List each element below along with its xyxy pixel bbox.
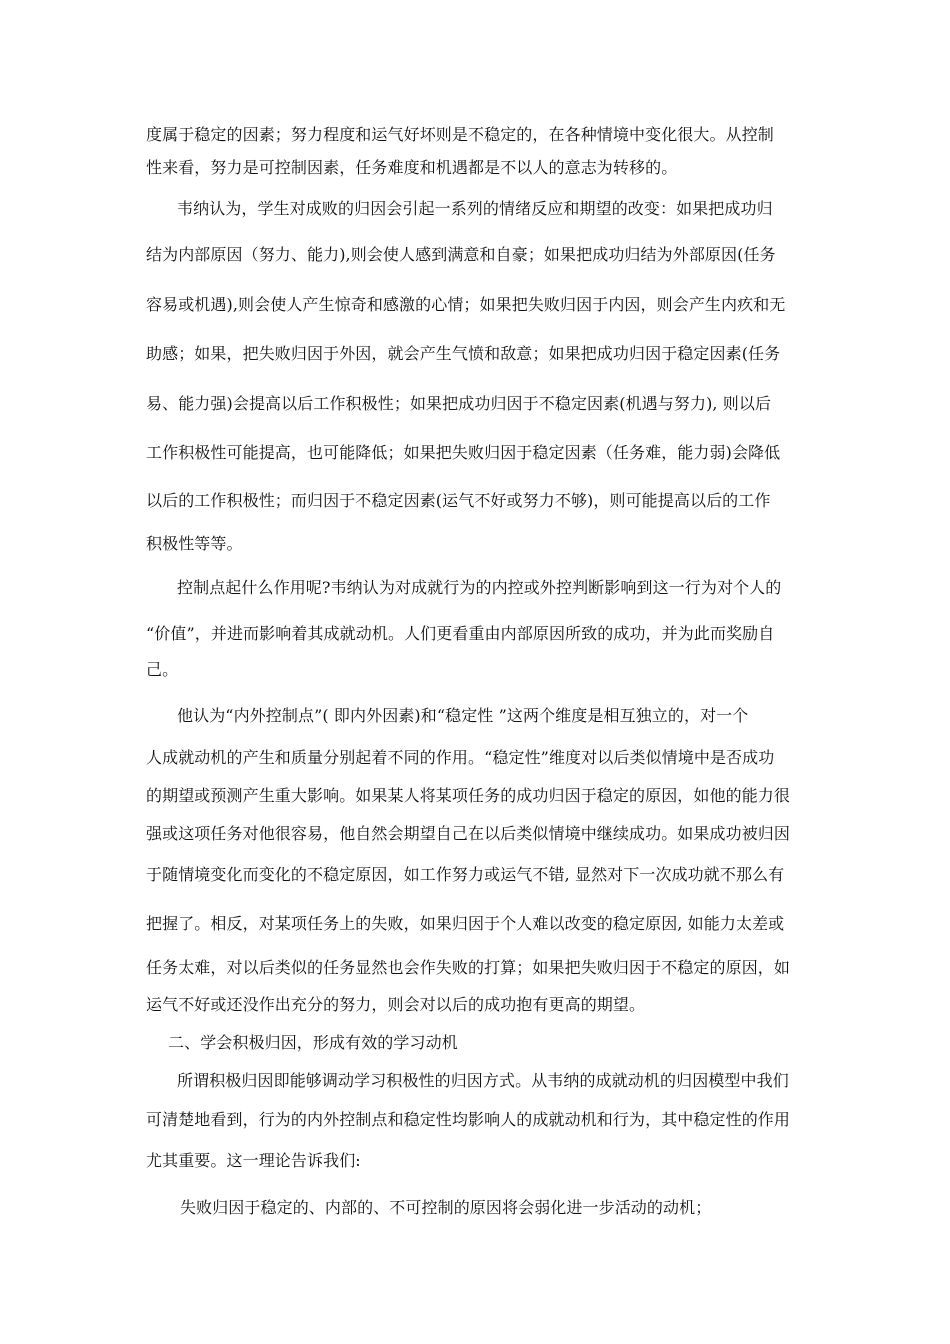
text-line: 工作积极性可能提高，也可能降低；如果把失败归因于稳定因素（任务难，能力弱)会降低 — [146, 443, 781, 462]
text-line: 控制点起什么作用呢?韦纳认为对成就行为的内控或外控判断影响到这一行为对个人的 — [177, 578, 782, 597]
text-line: 失败归因于稳定的、内部的、不可控制的原因将会弱化进一步活动的动机； — [180, 1198, 712, 1217]
text-line: 容易或机遇),则会使人产生惊奇和感激的心情；如果把失败归因于内因，则会产生内疚和无 — [146, 295, 786, 314]
text-line: 结为内部原因（努力、能力),则会使人感到满意和自豪；如果把成功归结为外部原因(任务 — [146, 245, 776, 264]
text-line: 度属于稳定的因素；努力程度和运气好坏则是不稳定的，在各种情境中变化很大。从控制 — [146, 125, 774, 144]
text-line: 所谓积极归因即能够调动学习积极性的归因方式。从韦纳的成就动机的归因模型中我们 — [177, 1071, 789, 1090]
text-line: 以后的工作积极性；而归因于不稳定因素(运气不好或努力不够)，则可能提高以后的工作 — [146, 491, 771, 510]
text-line: 韦纳认为，学生对成败的归因会引起一系列的情绪反应和期望的改变：如果把成功归 — [177, 199, 773, 218]
text-line: “价值”，并进而影响着其成就动机。人们更看重由内部原因所致的成功，并为此而奖励自 — [146, 624, 775, 643]
section-heading: 二、学会积极归因，形成有效的学习动机 — [168, 1033, 458, 1052]
text-line: 把握了。相反，对某项任务上的失败，如果归因于个人难以改变的稳定原因, 如能力太差或 — [146, 914, 785, 933]
text-line: 易、能力强)会提高以后工作积极性；如果把成功归因于不稳定因素(机遇与努力), 则以后 — [146, 394, 772, 413]
text-line: 他认为“内外控制点”( 即内外因素)和“稳定性 ”这两个维度是相互独立的，对一个 — [177, 706, 749, 725]
text-line: 任务太难，对以后类似的任务显然也会作失败的打算；如果把失败归因于不稳定的原因，如 — [146, 958, 791, 977]
text-line: 积极性等等。 — [146, 534, 243, 553]
text-line: 助感；如果，把失败归因于外因，就会产生气愤和敌意；如果把成功归因于稳定因素(任务 — [146, 344, 781, 363]
text-line: 可清楚地看到，行为的内外控制点和稳定性均影响人的成就动机和行为，其中稳定性的作用 — [146, 1110, 791, 1129]
text-line: 强或这项任务对他很容易，他自然会期望自己在以后类似情境中继续成功。如果成功被归因 — [146, 824, 791, 843]
text-line: 尤其重要。这一理论告诉我们: — [146, 1151, 361, 1170]
text-line: 的期望或预测产生重大影响。如果某人将某项任务的成功归因于稳定的原因，如他的能力很 — [146, 786, 791, 805]
text-line: 于随情境变化而变化的不稳定原因，如工作努力或运气不错, 显然对下一次成功就不那么有 — [146, 865, 785, 884]
text-line: 性来看，努力是可控制因素，任务难度和机遇都是不以人的意志为转移的。 — [146, 158, 678, 177]
text-line: 己。 — [146, 660, 179, 679]
text-line: 人成就动机的产生和质量分别起着不同的作用。“稳定性”维度对以后类似情境中是否成功 — [146, 748, 775, 767]
text-line: 运气不好或还没作出充分的努力，则会对以后的成功抱有更高的期望。 — [146, 995, 646, 1014]
